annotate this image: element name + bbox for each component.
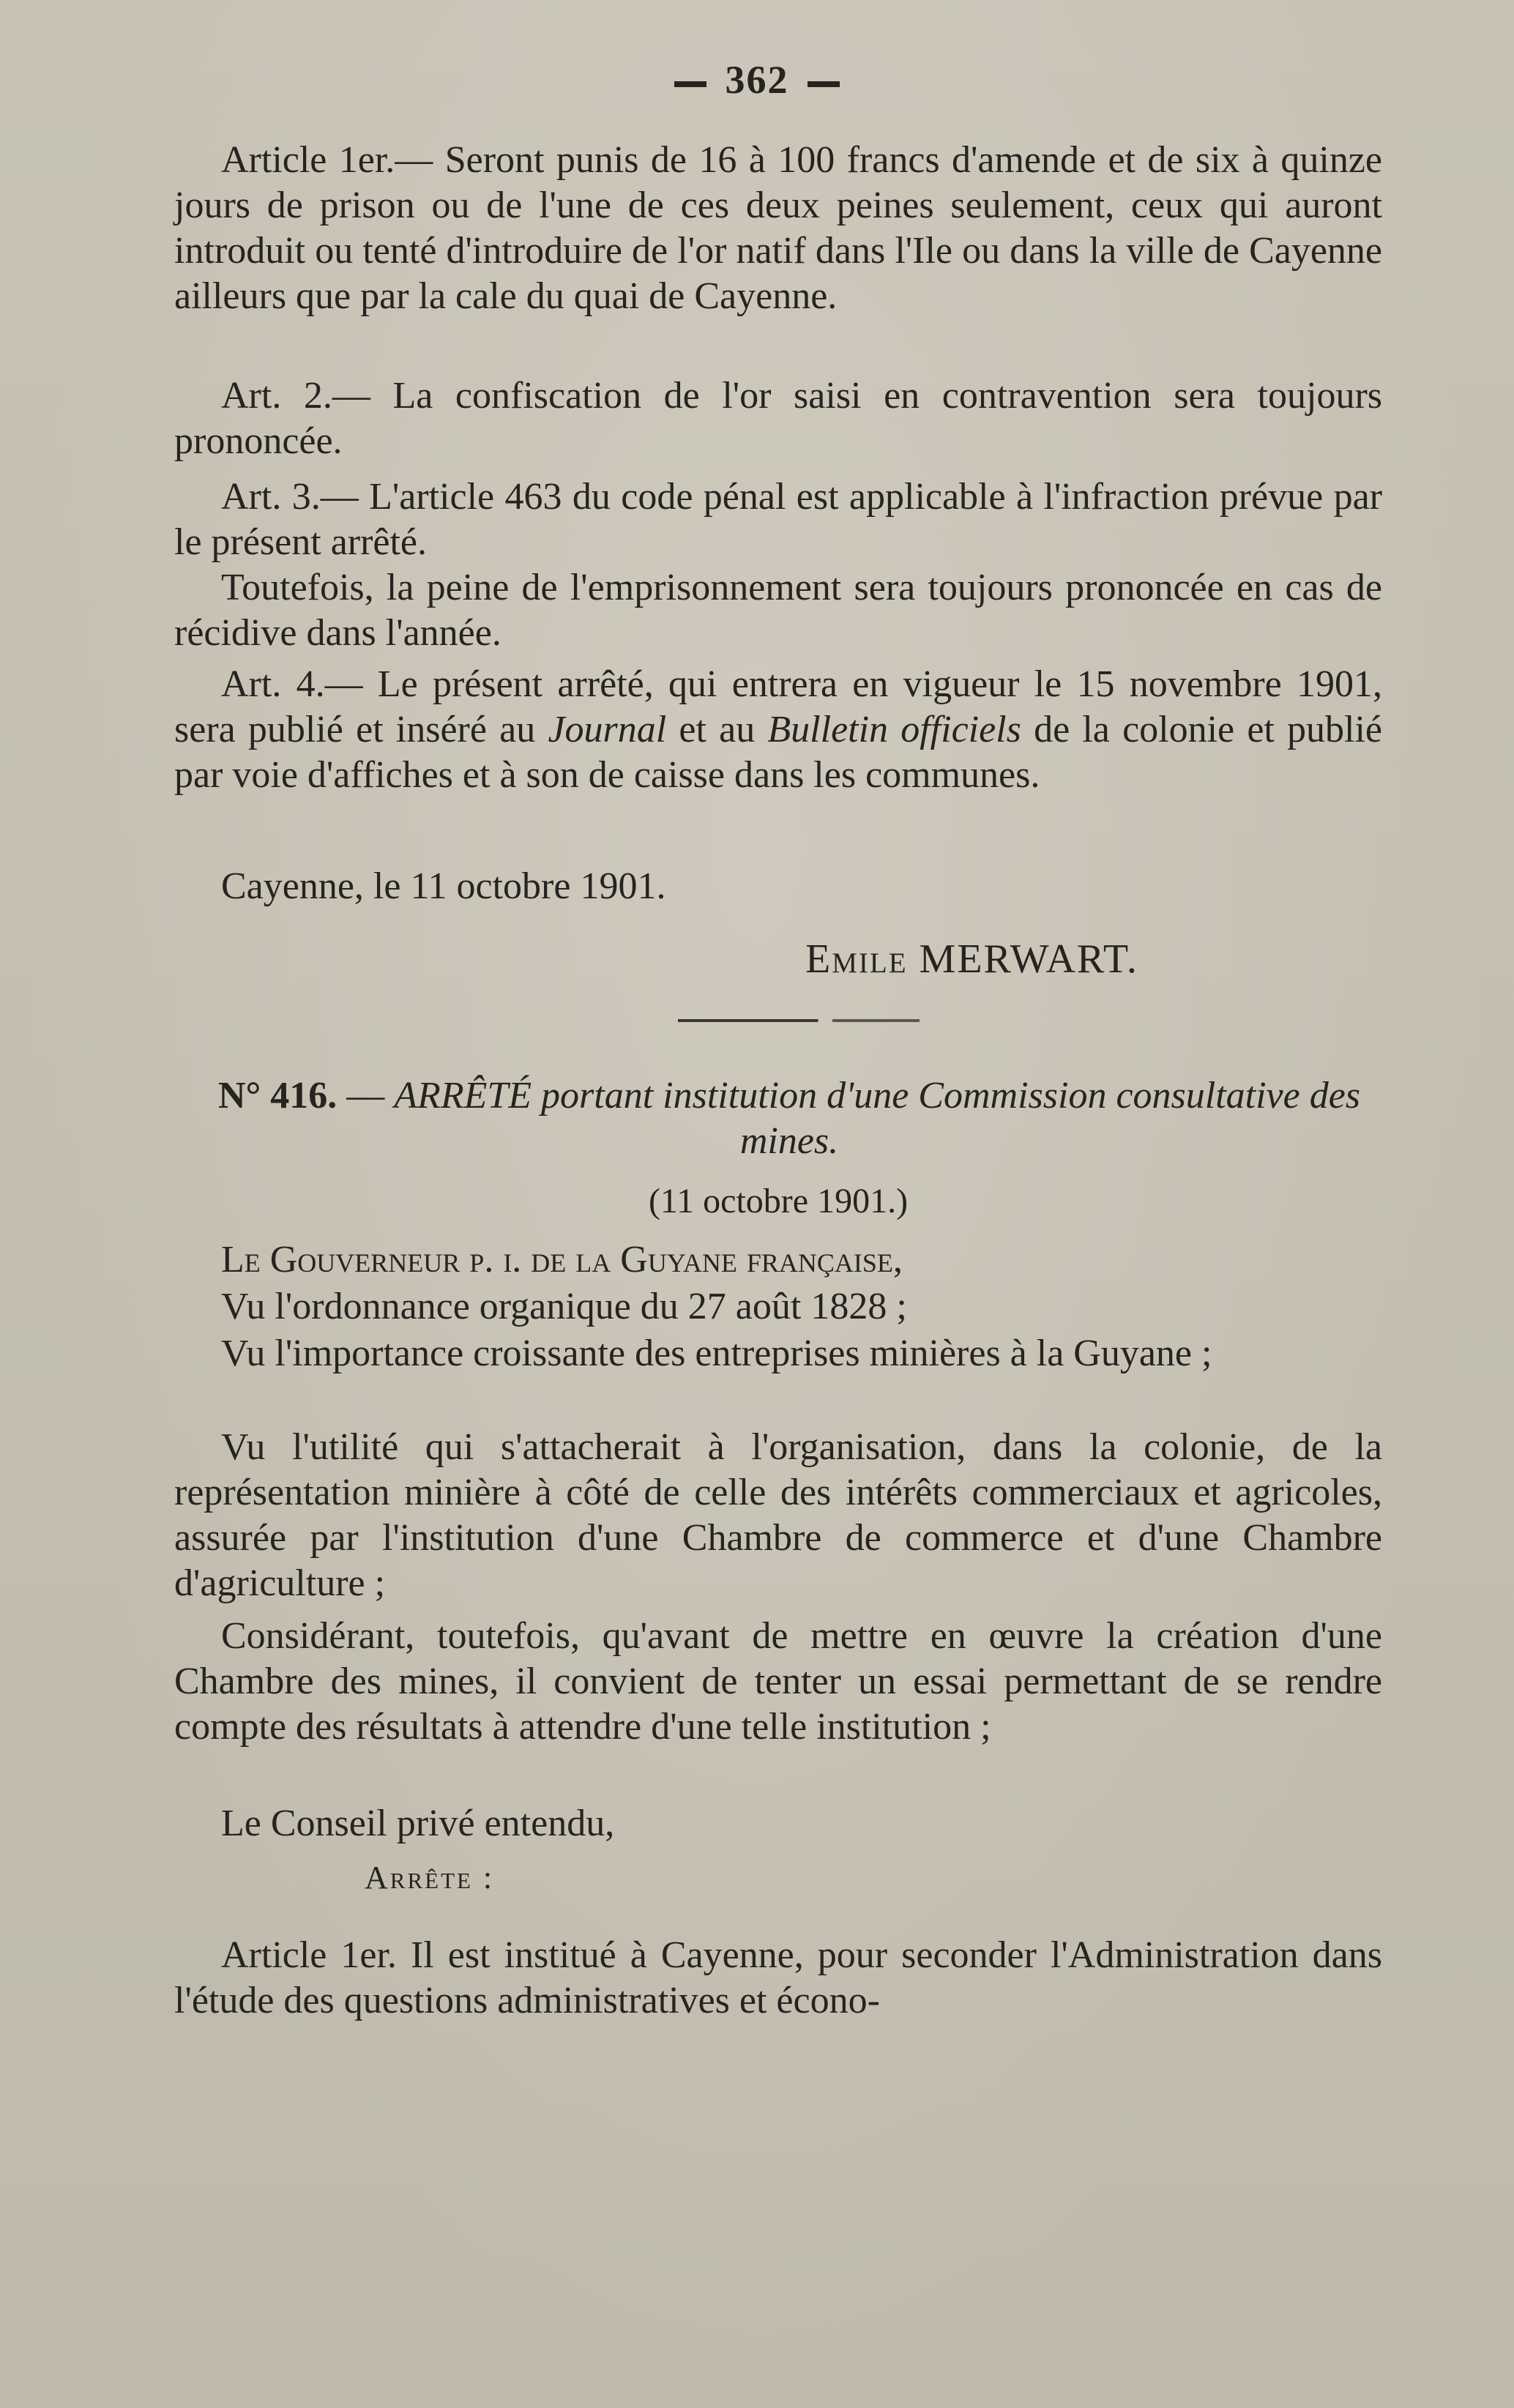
place-date: Cayenne, le 11 octobre 1901. bbox=[221, 865, 666, 907]
article-3-continuation: Toutefois, la peine de l'emprisonnement sera toujours prononcée en cas de récidive dans l'année. bbox=[174, 567, 1382, 654]
page-header bbox=[0, 57, 1514, 102]
journal-title: Journal bbox=[548, 709, 667, 750]
article-4-paragraph: Art. 4.— Le présent arrêté, qui entrera en vigueur le 15 novembre 1901, sera publié et inséré au Journal et au Bulletin officiels de la colonie et publié par voie d'affiches et à son de caisse dans les communes. bbox=[174, 663, 1383, 796]
signature bbox=[805, 936, 1138, 983]
governor-line: Le Gouverneur p. i. de la Guyane française, bbox=[221, 1239, 903, 1281]
article-1-arrete-416: Article 1er. Il est institué à Cayenne, pour seconder l'Administration dans l'étude des questions administratives et écono- bbox=[174, 1934, 1382, 2021]
conseil-line: Le Conseil privé entendu, bbox=[221, 1803, 615, 1844]
title-rest: portant institution d'une Commission consultative des mines. bbox=[541, 1075, 1361, 1162]
arrete-date: (11 octobre 1901.) bbox=[648, 1182, 909, 1220]
vu-ordonnance: Vu l'ordonnance organique du 27 août 1828 ; bbox=[221, 1286, 907, 1327]
header-right-dash bbox=[808, 81, 840, 87]
vu-utilite: Vu l'utilité qui s'attacherait à l'organisation, dans la colonie, de la représentation minière à côté de celle des intérêts commerciaux et agricoles, assurée par l'institution d'une Chambre de commerce et d'une Chambre d'agriculture ; bbox=[174, 1426, 1382, 1604]
article-1-label: Article 1er.— bbox=[221, 139, 433, 181]
section-divider bbox=[678, 1019, 920, 1022]
article-2-paragraph: Art. 2.— La confiscation de l'or saisi en contravention sera toujours prononcée. bbox=[174, 375, 1382, 462]
arrete-heading: Arrête : bbox=[365, 1860, 495, 1896]
considerant: Considérant, toutefois, qu'avant de mettre en œuvre la création d'une Chambre des mines, il convient de tenter un essai permettant de se rendre compte des résultats à attendre d'une telle institution ; bbox=[174, 1615, 1382, 1748]
page-number: 362 bbox=[725, 58, 789, 102]
signature-first-name: Emile bbox=[805, 936, 908, 982]
title-dash: — bbox=[346, 1075, 385, 1117]
arrete-title bbox=[174, 1073, 1382, 1164]
vu-importance: Vu l'importance croissante des entreprises minières à la Guyane ; bbox=[221, 1332, 1212, 1374]
header-left-dash bbox=[674, 81, 706, 87]
article-3-paragraph: Art. 3.— L'article 463 du code pénal est applicable à l'infraction prévue par le présent arrêté. bbox=[174, 476, 1382, 563]
article-1-paragraph bbox=[174, 138, 1382, 319]
signature-last-name: MERWART. bbox=[919, 936, 1138, 982]
bulletin-title: Bulletin officiels bbox=[767, 709, 1021, 750]
arrete-number: N° 416. bbox=[217, 1075, 338, 1117]
title-caps: ARRÊTÉ bbox=[394, 1075, 532, 1117]
article-1-text: Seront punis de 16 à 100 francs d'amende et de six à quinze jours de prison ou de l'une de ces deux peines seulement, ceux qui auront introduit ou tenté d'introduire de l'or natif dans l'Ile ou dans la ville de Cayenne ailleurs que par la cale du quai de Cayenne. bbox=[174, 139, 1383, 317]
